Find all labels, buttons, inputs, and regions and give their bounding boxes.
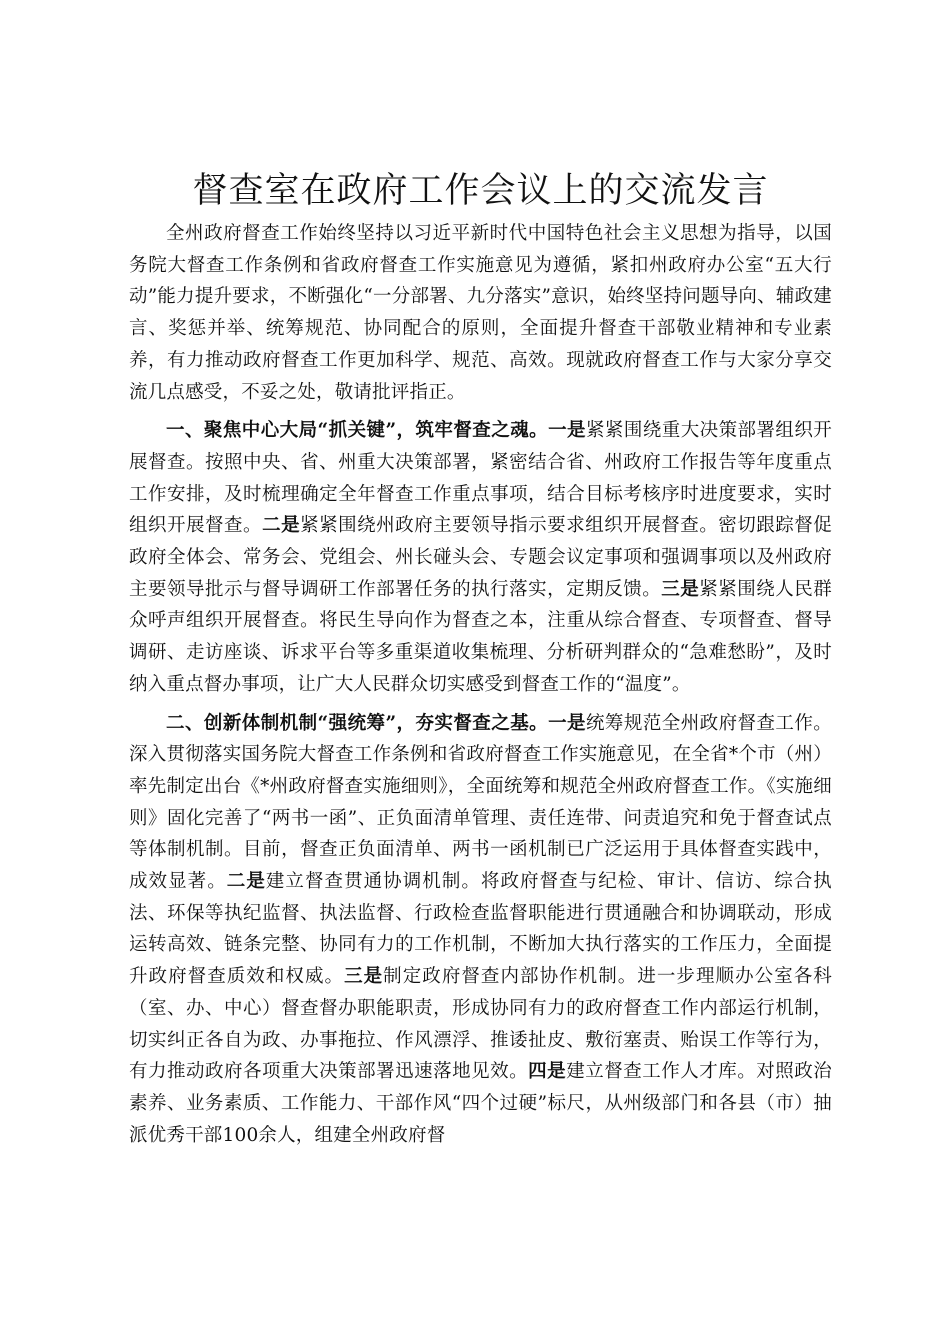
section-1-heading: 一、聚焦中心大局“抓关键”，筑牢督查之魂。 <box>166 420 549 442</box>
section-1-lead-3: 三是 <box>661 578 700 600</box>
intro-paragraph: 全州政府督查工作始终坚持以习近平新时代中国特色社会主义思想为指导，以国务院大督查工作条例和省政府督查工作实施意见为遵循，紧扣州政府办公室“五大行动”能力提升要求，不断强化“一分部署、九分落实”意识，始终坚持问题导向、辅政建言、奖惩并举、统筹规范、协同配合的原则，全面提升督查干部敬业精神和专业素养，有力推动政府督查工作更加科学、规范、高效。现就政府督查工作与大家分享交流几点感受，不妥之处，敬请批评指正。 <box>129 223 832 403</box>
section-2-text-4: 建立督查工作人才库。对照政治素养、业务素质、工作能力、干部作风“四个过硬”标尺，从州级部门和各县（市）抽派优秀干部100余人，组建全州政府督 <box>129 1061 832 1146</box>
section-1-lead-1: 一是 <box>548 420 586 442</box>
section-1-text-1: 紧紧围绕重大决策部署组织开展督查。按照中央、省、州重大决策部署，紧密结合省、州政府工作报告等年度重点工作安排，及时梳理确定全年督查工作重点事项，结合目标考核序时进度要求，实时组织开展督查。 <box>129 420 833 537</box>
section-2-lead-2: 二是 <box>226 871 266 893</box>
section-2-paragraph <box>129 708 832 1152</box>
section-2-text-3: 制定政府督查内部协作机制。进一步理顺办公室各科（室、办、中心）督查督办职能职责，形成协同有力的政府督查工作内部运行机制，切实纠正各自为政、办事拖拉、作风漂浮、推诿扯皮、敷衍塞责、贻误工作等行为，有力推动政府各项重大决策部署迅速落地见效。 <box>129 966 832 1083</box>
section-2-lead-3: 三是 <box>344 966 384 988</box>
section-1-text-3: 紧紧围绕人民群众呼声组织开展督查。将民生导向作为督查之本，注重从综合督查、专项督查、督导调研、走访座谈、诉求平台等多重渠道收集梳理、分析研判群众的“急难愁盼”，及时纳入重点督办事项，让广大人民群众切实感受到督查工作的“温度”。 <box>129 578 832 695</box>
section-2-lead-1: 一是 <box>548 712 586 734</box>
document-page <box>129 168 832 1158</box>
section-1-paragraph <box>129 415 832 700</box>
section-2-heading: 二、创新体制机制“强统筹”，夯实督查之基。 <box>166 712 549 734</box>
section-2-text-2: 建立督查贯通协调机制。将政府督查与纪检、审计、信访、综合执法、环保等执纪监督、执法监督、行政检查监督职能进行贯通融合和协调联动，形成运转高效、链条完整、协同有力的工作机制，不断加大执行落实的工作压力，全面提升政府督查质效和权威。 <box>129 871 832 988</box>
section-2-text-1: 统筹规范全州政府督查工作。深入贯彻落实国务院大督查工作条例和省政府督查工作实施意见，在全省*个市（州）率先制定出台《*州政府督查实施细则》，全面统筹和规范全州政府督查工作。《实施细则》固化完善了“两书一函”、正负面清单管理、责任连带、问责追究和免于督查试点等体制机制。目前，督查正负面清单、两书一函机制已广泛运用于具体督查实践中，成效显著。 <box>129 712 833 893</box>
section-2-lead-4: 四是 <box>528 1061 567 1083</box>
document-title: 督查室在政府工作会议上的交流发言 <box>192 171 769 211</box>
section-1-text-2: 紧紧围绕州政府主要领导指示要求组织开展督查。密切跟踪督促政府全体会、常务会、党组会、州长碰头会、专题会议定事项和强调事项以及州政府主要领导批示与督导调研工作部署任务的执行落实，定期反馈。 <box>129 515 832 600</box>
section-1-lead-2: 二是 <box>262 515 301 537</box>
